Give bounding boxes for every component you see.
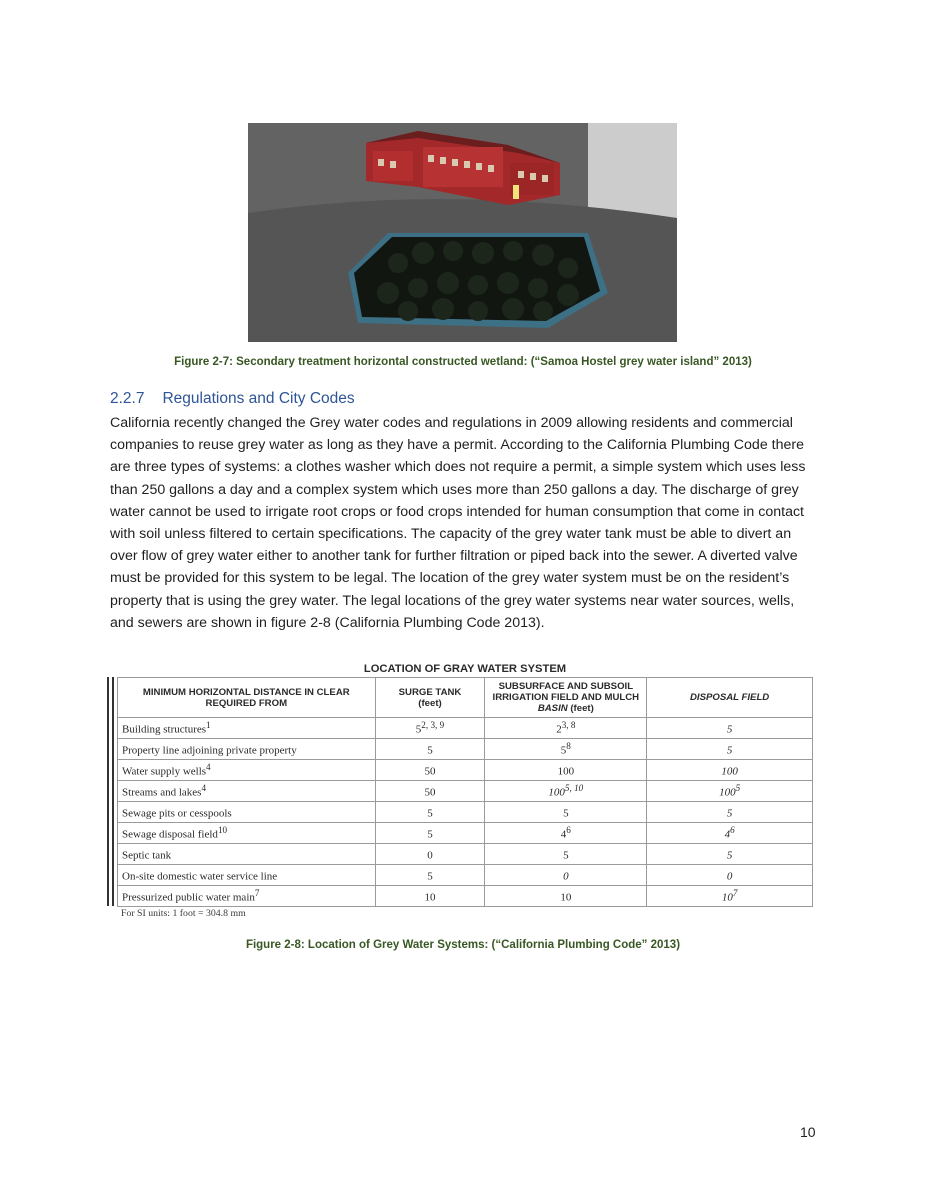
row-surge: 50 (375, 781, 485, 802)
row-label: Sewage disposal field$^{10}$ (118, 823, 376, 844)
gray-water-table-container (107, 677, 813, 906)
row-label: On-site domestic water service line (118, 865, 376, 886)
table-header-row (118, 678, 813, 718)
section-paragraph: California recently changed the Grey water codes and regulations in 2009 allowing residents and commercial companies to reuse grey water as long as they have a permit. According to the California Plumbing Code there are three types of systems: a clothes washer which does not require a permit, a simple system which uses less than 250 gallons a day and a complex system which uses more than 250 gallons a day. The discharge of grey water cannot be used to irrigate root crops or food crops intended for human consumption that come in contact with soil unless filtered to certain specifications. The capacity of the grey water tank must be able to divert an over flow of grey water either to another tank for further filtration or piped back into the sewer. A diverted valve must be provided for this system to be legal. The location of the grey water system must be on the resident’s property that is using the grey water. The legal locations of the grey water systems near water sources, wells, and sewers are shown in figure 2-8 (California Plumbing Code 2013). (110, 415, 806, 631)
row-label: Sewage pits or cesspools (118, 802, 376, 823)
row-label: Building structures$^1$ (118, 718, 376, 739)
table-footnote: For SI units: 1 foot = 304.8 mm (121, 908, 246, 919)
row-irrigation: 0 (485, 865, 647, 886)
header-irrigation-basin: BASIN (537, 703, 568, 714)
row-disposal: 0 (647, 865, 813, 886)
row-label: Property line adjoining private property (118, 739, 376, 760)
row-irrigation: 100$^{5, 10}$ (485, 781, 647, 802)
row-irrigation: $5^8$ (485, 739, 647, 760)
row-disposal: 5 (647, 739, 813, 760)
row-label: Pressurized public water main$^7$ (118, 886, 376, 907)
row-disposal: $4^6$ (647, 823, 813, 844)
table-row (118, 718, 813, 739)
row-surge: 5 (375, 823, 485, 844)
row-irrigation: 2$^{3, 8}$ (485, 718, 647, 739)
section-title: Regulations and City Codes (162, 390, 355, 407)
row-disposal: 5 (647, 718, 813, 739)
row-label: Water supply wells$^4$ (118, 760, 376, 781)
row-surge: 10 (375, 886, 485, 907)
row-irrigation: 5 (485, 802, 647, 823)
row-surge: 5 (375, 865, 485, 886)
header-min-distance: MINIMUM HORIZONTAL DISTANCE IN CLEAR REQUIRED FROM (118, 678, 376, 718)
row-disposal: 5 (647, 802, 813, 823)
table-row (118, 844, 813, 865)
figure-2-7-caption: Figure 2-7: Secondary treatment horizontal constructed wetland: (“Samoa Hostel grey water island” 2013) (174, 356, 752, 368)
row-disposal: 100 (647, 760, 813, 781)
wetland-illustration (248, 123, 677, 342)
row-disposal: $100^5$ (647, 781, 813, 802)
row-surge: 50 (375, 760, 485, 781)
table-row (118, 781, 813, 802)
header-disposal-field: DISPOSAL FIELD (647, 678, 813, 718)
row-surge: 0 (375, 844, 485, 865)
header-irrigation-label: SUBSURFACE AND SUBSOIL IRRIGATION FIELD AND MULCH (492, 681, 640, 703)
row-surge: 5 (375, 739, 485, 760)
row-surge: 5$^{2, 3, 9}$ (375, 718, 485, 739)
row-irrigation: 100 (485, 760, 647, 781)
row-irrigation: 10 (485, 886, 647, 907)
header-irrigation-field (485, 678, 647, 718)
gray-water-table (117, 677, 813, 907)
row-irrigation: 5 (485, 844, 647, 865)
page-number: 10 (800, 1124, 816, 1140)
table-row (118, 886, 813, 907)
header-irrigation-unit: (feet) (567, 703, 594, 714)
table-row (118, 823, 813, 844)
table-row (118, 760, 813, 781)
table-row (118, 802, 813, 823)
header-surge-tank-label: SURGE TANK (398, 686, 462, 698)
section-heading (110, 390, 355, 408)
table-left-rule-inner (112, 677, 114, 906)
row-label: Streams and lakes$^4$ (118, 781, 376, 802)
row-irrigation: $4^6$ (485, 823, 647, 844)
row-surge: 5 (375, 802, 485, 823)
header-surge-tank-unit: (feet) (418, 697, 442, 709)
table-title: LOCATION OF GRAY WATER SYSTEM (363, 663, 567, 675)
table-left-rule (107, 677, 109, 906)
row-disposal: $10^7$ (647, 886, 813, 907)
figure-2-8-caption: Figure 2-8: Location of Grey Water Systems: (“California Plumbing Code” 2013) (245, 939, 681, 951)
table-row (118, 739, 813, 760)
header-surge-tank (375, 678, 485, 718)
section-number: 2.2.7 (110, 390, 145, 407)
row-label: Septic tank (118, 844, 376, 865)
table-row (118, 865, 813, 886)
row-disposal: 5 (647, 844, 813, 865)
wetland-figure-image (248, 123, 677, 342)
